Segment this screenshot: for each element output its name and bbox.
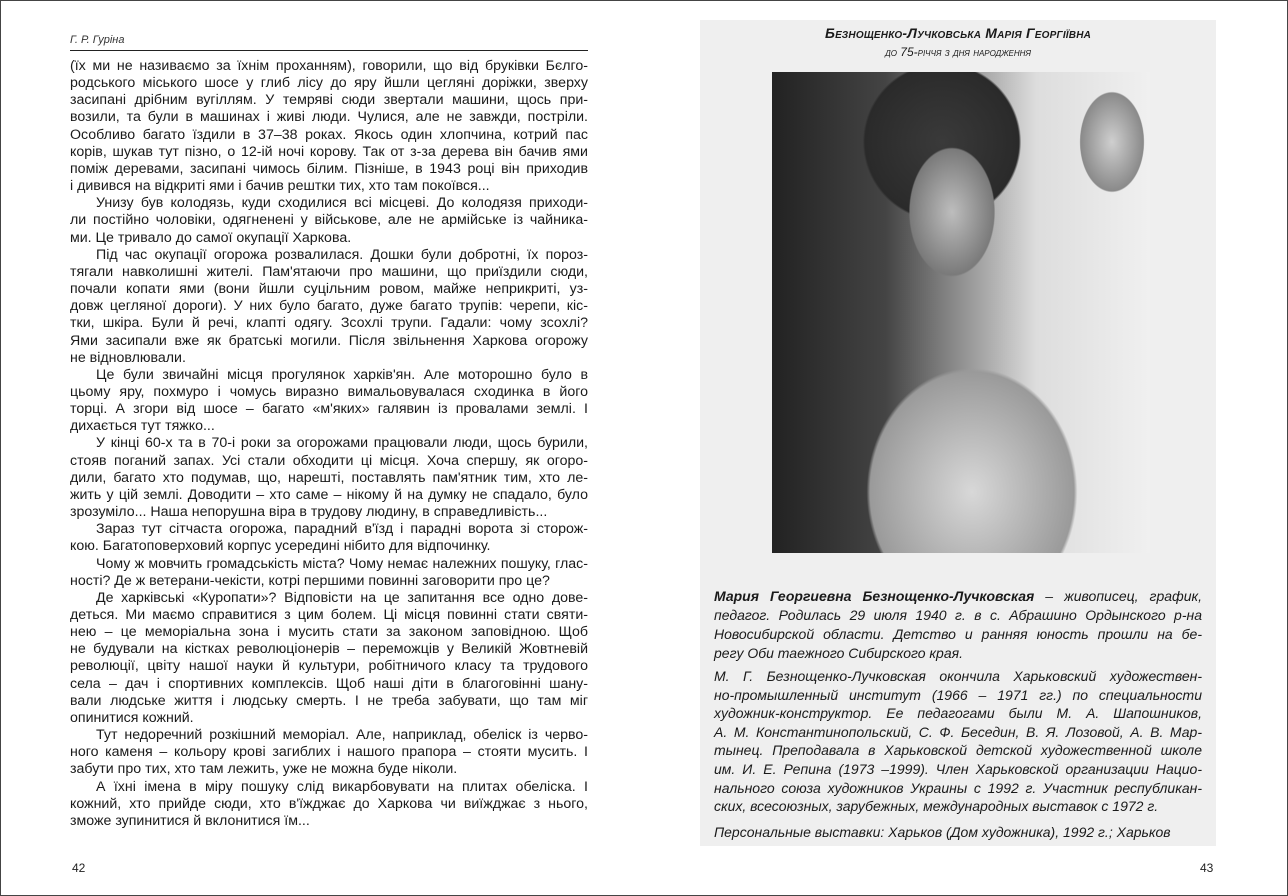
- bio-paragraph-2: [714, 667, 1202, 816]
- text-line: А їхні імена в міру пошуку слід викарбовувати на плитах обеліска. І: [96, 778, 588, 795]
- text-line: цьому яру, похмуро і чомусь виразно вимальовувалася сходинка в його: [70, 383, 588, 400]
- bio-paragraph-1: [714, 587, 1202, 663]
- paragraph: [70, 247, 588, 367]
- biography-panel: [700, 20, 1216, 846]
- text-fragment: – живописец, график,: [1034, 588, 1202, 604]
- paragraph: [70, 367, 588, 436]
- page-number-left: 42: [72, 861, 86, 875]
- text-line: Це були звичайні місця прогулянок харків'ян. Але моторошно було в: [96, 366, 588, 383]
- text-line: корів, шукав тут пізно, о 12-ій ночі корову. Так от з-за дерева він бачив ями: [70, 143, 588, 160]
- text-line: нею – це меморіальна зона і мусить стати за законом заповідною. Щоб: [70, 624, 588, 641]
- portrait-photo: [772, 72, 1150, 553]
- text-line: возили, та були в машинах і живі люди. Чулися, але не завжди, постріли.: [70, 109, 588, 126]
- text-line: У кінці 60-х та в 70-і роки за огорожами працювали люди, щось бурили,: [96, 435, 588, 452]
- text-line: им. И. Е. Репина (1973 –1999). Член Харьковской организации Нацио-: [714, 760, 1202, 777]
- article-body: [70, 58, 588, 830]
- paragraph: [70, 779, 588, 830]
- text-line: кожний, хто прийде сюди, хто в'їжджає до Харкова чи виїжджає з нього,: [70, 795, 588, 812]
- paragraph: [70, 58, 588, 195]
- text-line: засипані дрібним вугіллям. У темряві сюди звертали машини, щось при-: [70, 92, 588, 109]
- text-line: революції, цвіту нашої науки й культури, робітничого класу та трудового: [70, 658, 588, 675]
- text-line: ми. Це тривало до самої окупації Харкова.: [70, 229, 352, 246]
- biography-text: [714, 587, 1202, 846]
- paragraph: [70, 727, 588, 778]
- text-line: почали копати ями (вони йшли суцільним ровом, майже неприкриті, уз-: [70, 281, 588, 298]
- paragraph: [70, 435, 588, 521]
- running-head: Г. Р. Гуріна: [70, 34, 588, 51]
- text-line: А. М. Константинопольский, С. Ф. Беседин, В. Я. Лозовой, А. В. Мар-: [714, 723, 1202, 740]
- text-line: тягали навколишні жителі. Пам'ятаючи про машини, що приїздили сюди,: [70, 263, 588, 280]
- biography-title: Безнощенко-Лучковська Марія Георгіївна: [824, 25, 1092, 41]
- paragraph: [70, 590, 588, 727]
- text-line: не будували на кістках революціонерів – переможців у Великій Жовтневій: [70, 641, 588, 658]
- text-line: стояв поганий запах. Усі стали обходити ці місця. Хоча спершу, як огоро-: [70, 452, 588, 469]
- text-line: вали людське життя і людську смерть. І не треба забувати, що там міг: [70, 692, 588, 709]
- text-line: ли постійно чоловіки, одягненені у військове, але не армійське із чайника-: [70, 212, 588, 229]
- text-line: Унизу був колодязь, куди сходилися всі місцеві. До колодязя приходи-: [96, 195, 588, 212]
- text-line: Де харківські «Куропати»? Відповісти на це запитання все одно дове-: [96, 589, 588, 606]
- text-line: поміж деревами, засипані чимось білим. Пізніше, в 1943 році він приходив: [70, 160, 588, 177]
- text-line: ного каменя – кольору крові загиблих і нашого прапора – стояти мусить. І: [70, 744, 588, 761]
- paragraph: [70, 556, 588, 590]
- text-line: і дивився на відкриті ями і бачив рештки тих, хто там покоївся...: [70, 178, 490, 195]
- text-line: деться. Ми маємо справитися з цим болем. Ці місця повинні стати святи-: [70, 607, 588, 623]
- text-line: регу Оби таежного Сибирского края.: [714, 645, 963, 661]
- text-line: Зараз тут сітчаста огорожа, парадний в'їзд і парадні ворота зі сторож-: [96, 521, 588, 538]
- text-line: (їх ми не називаємо за їхнім проханням), говорили, що від бруківки Бєлго-: [70, 58, 588, 74]
- biography-subtitle: до 75-річчя з дня народження: [885, 45, 1031, 59]
- text-line: родського міського шосе у глиб лісу до яру йшли цегляні доріжки, зверху: [70, 75, 588, 92]
- paragraph: [70, 195, 588, 246]
- text-line: Новосибирской области. Детство и ранняя юность прошли на бе-: [714, 626, 1202, 642]
- text-line: ності? Де ж ветерани-чекісти, котрі першими повинні заговорити про це?: [70, 572, 550, 589]
- left-page: [70, 34, 588, 830]
- text-line: жить у цій землі. Доводити – хто саме – нікому й на думку не спадало, було: [70, 486, 588, 503]
- text-line: опинитися кожний.: [70, 709, 194, 726]
- text-line: тынец. Преподавала в Харьковской детской художественной школе: [714, 742, 1202, 759]
- text-line: художник-конструктор. Ее педагогами были М. А. Шапошников,: [714, 705, 1202, 722]
- text-line: зможе зупинитися й вклонитися їм...: [70, 812, 310, 829]
- page-number-right: 43: [1200, 861, 1214, 875]
- text-line: Чому ж мовчить громадськість міста? Чому немає належних пошуку, глас-: [96, 555, 588, 572]
- text-line: но-промышленный институт (1966 – 1971 гг.) по специальности: [714, 686, 1202, 703]
- text-line: довж цегляної дороги). У них було багато, дуже багато трупів: черепи, кіс-: [70, 298, 588, 315]
- text-line: Особливо багато їздили в 37–38 роках. Якось один хлопчина, котрий пас: [70, 126, 588, 143]
- text-line: ских, всесоюзных, зарубежных, международных выставок с 1972 г.: [714, 798, 1159, 815]
- text-line: Ями засипали вже як братські могили. Після звільнення Харкова огорожу: [70, 332, 588, 349]
- bio-paragraph-3: Персональные выставки: Харьков (Дом художника), 1992 г.; Харьков: [714, 823, 1171, 840]
- text-line: не відновлювали.: [70, 349, 186, 366]
- text-line: нального союза художников Украины с 1992 г. Участник республикан-: [714, 779, 1202, 796]
- bio-name: Мария Георгиевна Безнощенко-Лучковская: [714, 588, 1035, 604]
- text-line: Тут недоречний розкішний меморіал. Але, наприклад, обеліск із черво-: [96, 727, 588, 744]
- text-line: торці. А згори від шосе – багато «м'яких» галявин із провалами землі. І: [70, 401, 588, 418]
- text-line: Під час окупації огорожа розвалилася. Дошки були добротні, їх пороз-: [96, 246, 588, 263]
- text-line: дихається тут тяжко...: [70, 418, 215, 435]
- text-line: зрозуміло... Наша непорушна віра в трудову людину, в справедливість...: [70, 504, 548, 521]
- text-line: тки, шкіра. Були й речі, клапті одягу. Зсохлі трупи. Гадали: чому зсохлі?: [70, 315, 588, 332]
- text-line: кою. Багатоповерховий корпус усередині нібито для відпочинку.: [70, 538, 491, 555]
- text-line: дили, багато хто подумав, що, нарешті, поставлять пам'ятник тим, хто ле-: [70, 469, 588, 486]
- text-line: села – дач і спортивних комплексів. Щоб наші діти в благоговінні шану-: [70, 675, 588, 692]
- paragraph: [70, 521, 588, 555]
- text-line: забути про тих, хто там лежить, уже не можна буде ніколи.: [70, 761, 458, 778]
- text-line: [714, 587, 1202, 606]
- text-line: педагог. Родилась 29 июля 1940 г. в с. Абрашино Ордынского р-на: [714, 607, 1202, 623]
- text-line: М. Г. Безнощенко-Лучковская окончила Харьковский художествен-: [714, 668, 1202, 684]
